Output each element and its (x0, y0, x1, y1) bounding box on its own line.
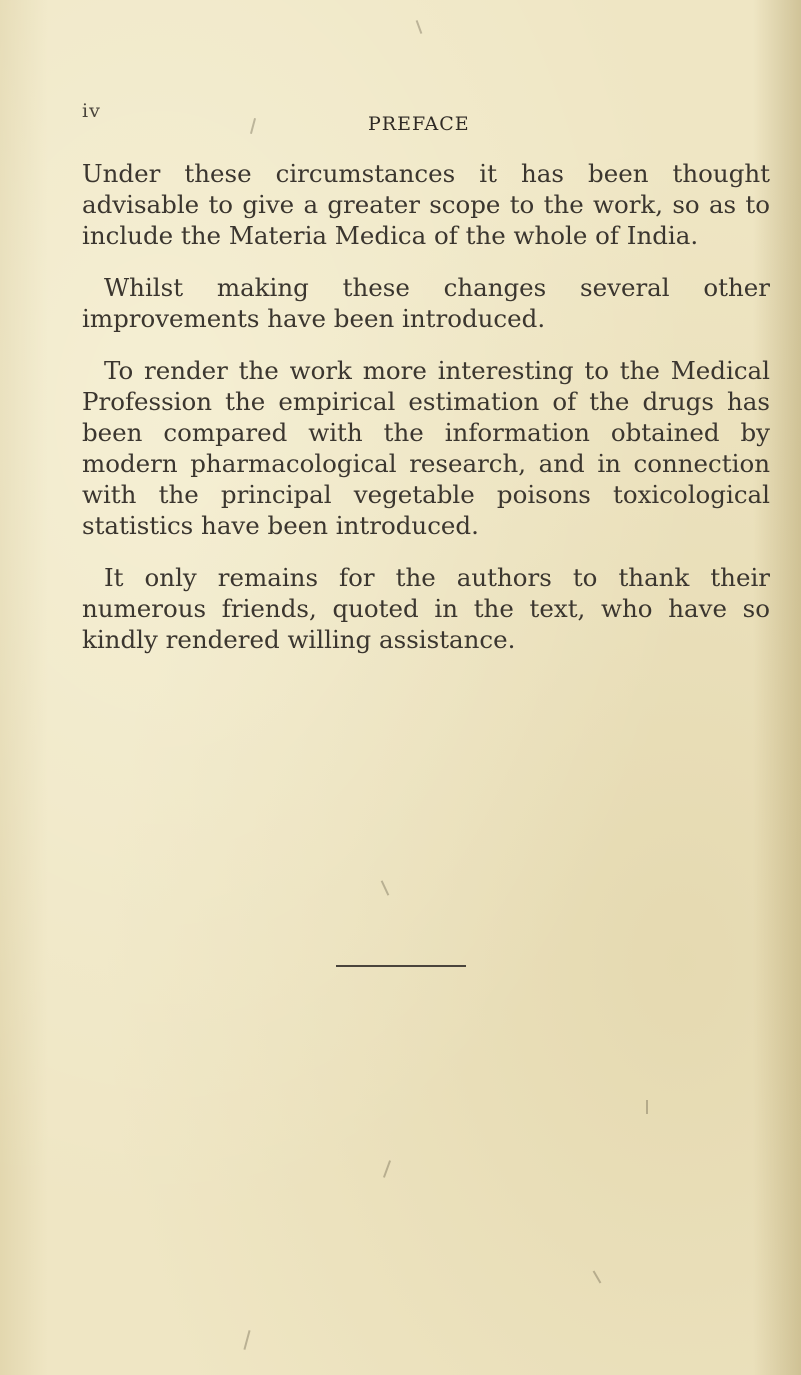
page-number: iv (82, 100, 101, 122)
paper-speck (381, 880, 390, 895)
paper-speck (250, 118, 256, 134)
paper-speck (243, 1330, 250, 1350)
paragraph: It only remains for the authors to thank their numerous friends, quoted in the text, who have so kindly rendered willing assistance. (82, 563, 770, 654)
paragraph: Under these circumstances it has been thought advisable to give a greater scope to the work, so as to include the Materia Medica of the whole of India. (82, 159, 770, 250)
section-divider (336, 965, 466, 967)
paragraph: To render the work more interesting to the Medical Profession the empirical estimation of the drugs has been compared with the information obtained by modern pharmacological research, and in connection with the principal vegetable poisons toxicological statistics have been introduced. (82, 356, 770, 540)
preface-body (82, 158, 770, 676)
paper-speck (646, 1100, 648, 1114)
paper-speck (593, 1270, 602, 1283)
running-head: PREFACE (368, 113, 470, 135)
paragraph: Whilst making these changes several other improvements have been introduced. (82, 273, 770, 333)
paper-speck (383, 1160, 391, 1178)
paper-speck (416, 20, 423, 34)
